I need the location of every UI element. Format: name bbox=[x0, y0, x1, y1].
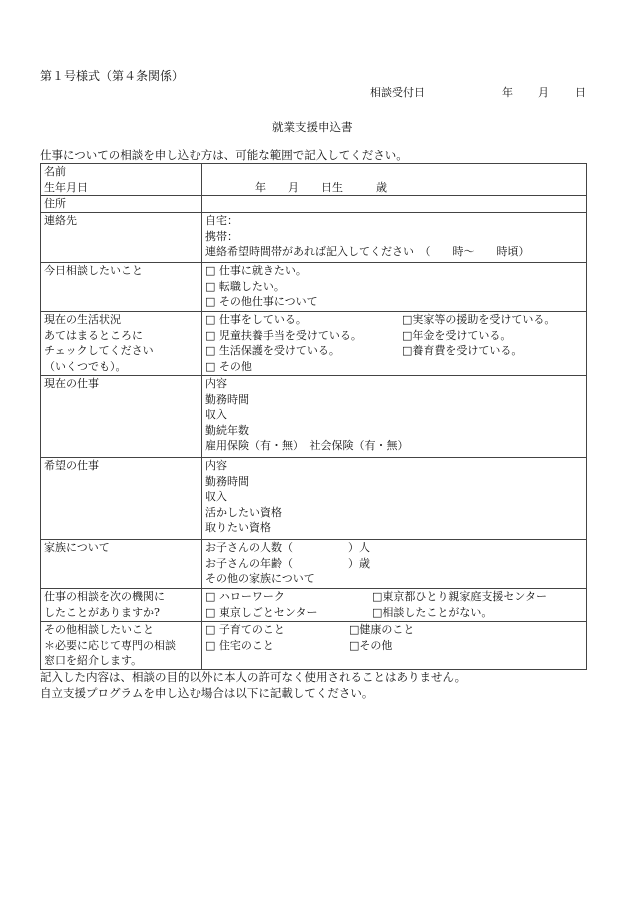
current-job-income[interactable]: 収入 bbox=[205, 408, 227, 421]
dob-field[interactable]: 年 月 日生 歳 bbox=[255, 180, 387, 194]
checkbox-find-job[interactable]: □ 仕事に就きたい。 bbox=[205, 264, 307, 277]
checkbox-family-support[interactable]: □実家等の援助を受けている。 bbox=[402, 313, 556, 326]
program-note: 自立支援プログラムを申し込む場合は以下に記載してください。 bbox=[40, 686, 374, 700]
checkbox-living-other[interactable]: □ その他 bbox=[205, 359, 252, 373]
checkbox-single-parent-center[interactable]: □東京都ひとり親家庭支援センター bbox=[372, 590, 547, 603]
contact-label: 連絡先 bbox=[44, 214, 77, 227]
contact-field bbox=[202, 213, 587, 263]
current-job-hours[interactable]: 勤務時間 bbox=[205, 392, 249, 406]
living-label-2: あてはまるところに bbox=[44, 328, 143, 342]
today-label-cell bbox=[41, 263, 202, 312]
checkbox-working[interactable]: □ 仕事をしている。 bbox=[205, 313, 307, 326]
document-title: 就業支援申込書 bbox=[272, 120, 353, 134]
reception-month-label: 月 bbox=[538, 86, 549, 99]
family-label: 家族について bbox=[44, 541, 110, 554]
reception-date-label: 相談受付日 bbox=[370, 86, 425, 99]
home-phone-field[interactable]: 自宅： bbox=[205, 214, 238, 227]
other-options bbox=[202, 622, 587, 670]
agency-label-cell bbox=[41, 589, 202, 622]
intro-text: 仕事についての相談を申し込む方は、可能な範囲で記入してください。 bbox=[40, 148, 408, 162]
other-label-2: ＊必要に応じて専門の相談 bbox=[44, 638, 176, 652]
agency-options bbox=[202, 589, 587, 622]
other-label-3: 窓口を紹介します。 bbox=[44, 654, 143, 667]
reception-year-label: 年 bbox=[502, 86, 513, 99]
checkbox-child-support[interactable]: □養育費を受けている。 bbox=[402, 344, 523, 357]
current-job-fields bbox=[202, 376, 587, 458]
reception-day-label: 日 bbox=[575, 86, 586, 99]
desired-job-label-cell bbox=[41, 458, 202, 540]
family-label-cell bbox=[41, 540, 202, 589]
current-job-label: 現在の仕事 bbox=[44, 377, 99, 390]
contact-label-cell bbox=[41, 213, 202, 263]
name-label: 名前 bbox=[44, 165, 66, 178]
desired-job-content[interactable]: 内容 bbox=[205, 459, 227, 472]
checkbox-welfare[interactable]: □ 生活保護を受けている。 bbox=[205, 344, 340, 357]
application-form-table bbox=[40, 163, 587, 670]
contact-hours-field[interactable]: 連絡希望時間帯があれば記入してください （ 時～ 時頃） bbox=[205, 245, 530, 258]
address-label-cell bbox=[41, 196, 202, 213]
checkbox-other-consult[interactable]: □その他 bbox=[349, 638, 393, 652]
agency-label-2: したことがありますか? bbox=[44, 605, 160, 619]
current-job-content[interactable]: 内容 bbox=[205, 377, 227, 390]
living-label-cell bbox=[41, 312, 202, 376]
address-field[interactable] bbox=[202, 196, 587, 213]
children-count-field[interactable]: お子さんの人数（ ）人 bbox=[205, 541, 370, 554]
desired-job-fields bbox=[202, 458, 587, 540]
checkbox-never-consulted[interactable]: □相談したことがない。 bbox=[372, 605, 493, 619]
desired-job-use-qualification[interactable]: 活かしたい資格 bbox=[205, 505, 282, 519]
today-options bbox=[202, 263, 587, 312]
current-job-insurance[interactable]: 雇用保険（有・無） 社会保険（有・無） bbox=[205, 439, 409, 452]
other-label-1: その他相談したいこと bbox=[44, 623, 154, 636]
other-family-field[interactable]: その他の家族について bbox=[205, 572, 315, 585]
mobile-phone-field[interactable]: 携帯： bbox=[205, 229, 238, 243]
checkbox-hello-work[interactable]: □ ハローワーク bbox=[205, 590, 285, 603]
agency-label-1: 仕事の相談を次の機関に bbox=[44, 590, 165, 603]
living-label-1: 現在の生活状況 bbox=[44, 313, 121, 326]
current-job-years[interactable]: 勤続年数 bbox=[205, 423, 249, 437]
other-label-cell bbox=[41, 622, 202, 670]
checkbox-childcare[interactable]: □ 子育てのこと bbox=[205, 623, 285, 636]
living-label-4: （いくつでも）。 bbox=[44, 359, 127, 373]
dob-label: 生年月日 bbox=[44, 180, 88, 194]
form-number: 第１号様式（第４条関係） bbox=[40, 69, 185, 83]
desired-job-income[interactable]: 収入 bbox=[205, 490, 227, 503]
children-age-field[interactable]: お子さんの年齢（ ）歳 bbox=[205, 556, 370, 570]
today-label: 今日相談したいこと bbox=[44, 264, 143, 277]
checkbox-health[interactable]: □健康のこと bbox=[349, 623, 415, 636]
checkbox-change-job[interactable]: □ 転職したい。 bbox=[205, 279, 285, 293]
address-label: 住所 bbox=[44, 197, 66, 210]
living-options bbox=[202, 312, 587, 376]
desired-job-hours[interactable]: 勤務時間 bbox=[205, 474, 249, 488]
privacy-notice: 記入した内容は、相談の目的以外に本人の許可なく使用されることはありません。 bbox=[40, 670, 467, 684]
name-field[interactable] bbox=[202, 164, 587, 196]
checkbox-housing[interactable]: □ 住宅のこと bbox=[205, 638, 274, 652]
checkbox-tokyo-shigoto-center[interactable]: □ 東京しごとセンター bbox=[205, 605, 318, 619]
checkbox-child-allowance[interactable]: □ 児童扶養手当を受けている。 bbox=[205, 328, 362, 342]
current-job-label-cell bbox=[41, 376, 202, 458]
checkbox-other-work[interactable]: □ その他仕事について bbox=[205, 295, 318, 308]
family-fields bbox=[202, 540, 587, 589]
living-label-3: チェックしてください bbox=[44, 344, 154, 357]
desired-job-label: 希望の仕事 bbox=[44, 459, 99, 472]
name-label-cell bbox=[41, 164, 202, 196]
checkbox-pension[interactable]: □年金を受けている。 bbox=[402, 328, 512, 342]
desired-job-get-qualification[interactable]: 取りたい資格 bbox=[205, 521, 271, 534]
